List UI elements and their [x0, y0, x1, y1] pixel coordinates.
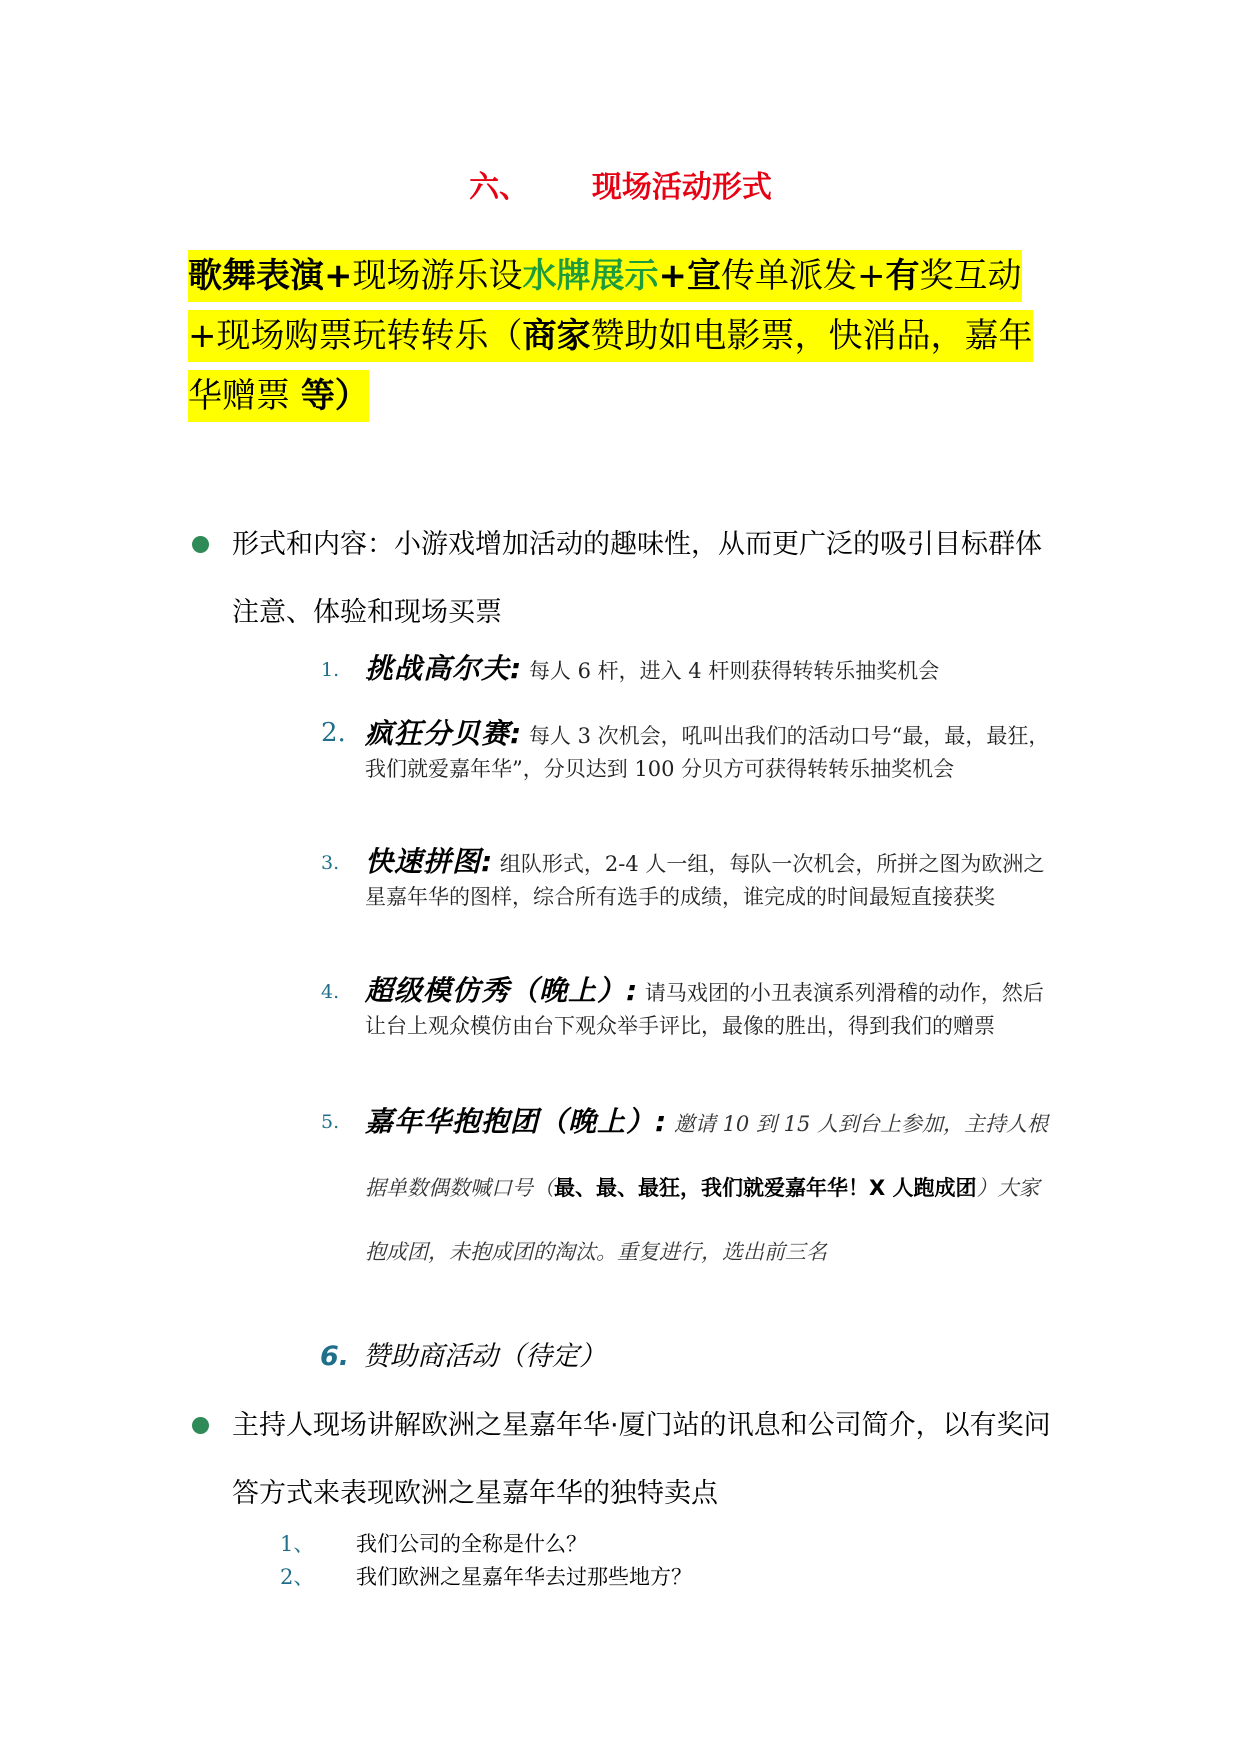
- item-number: 4.: [321, 981, 340, 1003]
- question-number: 1、: [280, 1532, 315, 1556]
- item-body: 请马戏团的小丑表演系列滑稽的动作，然后让台上观众模仿由台下观众举手评比，最像的胜出，得到我们的赠票: [365, 981, 1044, 1038]
- bullet-form-content-text: 形式和内容：小游戏增加活动的趣味性，从而更广泛的吸引目标群体注意、体验和现场买票: [232, 529, 1042, 628]
- activity-item-6: [320, 1334, 606, 1373]
- item-body-part-a: 邀请 10 到 15 人到台上参加，主持人根据单数偶数喊口号（: [365, 1112, 1049, 1200]
- item-number: 1.: [321, 659, 340, 681]
- item-title: 超级模仿秀（晚上）:: [365, 974, 639, 1007]
- activity-item-2: [321, 717, 1055, 786]
- summary-seg-1: 歌舞表演+: [188, 256, 353, 296]
- question-item-1: [280, 1528, 587, 1558]
- question-number: 2、: [280, 1565, 315, 1589]
- summary-seg-10: 等）: [300, 376, 369, 416]
- summary-seg-6: 有: [885, 256, 920, 296]
- question-text: 我们公司的全称是什么？: [356, 1532, 587, 1556]
- summary-seg-4: +宣: [658, 256, 721, 296]
- bullet-form-content: [232, 511, 1052, 647]
- item-number: 2.: [321, 718, 346, 748]
- bullet-host-intro-text: 主持人现场讲解欧洲之星嘉年华·厦门站的讯息和公司简介，以有奖问答方式来表现欧洲之星嘉年华的独特卖点: [232, 1410, 1051, 1509]
- question-text: 我们欧洲之星嘉年华去过那些地方？: [356, 1565, 692, 1589]
- summary-seg-5: 传单派发+: [721, 256, 886, 296]
- bullet-dot-icon: [192, 1417, 209, 1434]
- item-number: 6.: [320, 1341, 350, 1372]
- item-number: 5.: [321, 1111, 340, 1133]
- bullet-dot-icon: [192, 536, 209, 553]
- item-number: 3.: [321, 852, 340, 874]
- item-body: 每人 3 次机会，吼叫出我们的活动口号“最，最，最狂，我们就爱嘉年华”，分贝达到 100 分贝方可获得转转乐抽奖机会: [365, 724, 1050, 781]
- slogan-text: 最、最、最狂，我们就爱嘉年华！X 人跑成团: [554, 1176, 977, 1200]
- item-title: 赞助商活动（待定）: [363, 1341, 607, 1372]
- summary-seg-2: 现场游乐设: [352, 256, 523, 296]
- item-title: 嘉年华抱抱团（晚上）:: [365, 1105, 668, 1138]
- item-title: 快速拼图:: [365, 845, 494, 878]
- summary-seg-8: 商家: [522, 316, 591, 356]
- item-body-part-b: ）大家抱成团，未抱成团的淘汰。重复进行，选出前三名: [365, 1176, 1040, 1264]
- activity-item-1: [321, 652, 1055, 688]
- item-body: 组队形式，2-4 人一组，每队一次机会，所拼之图为欧洲之星嘉年华的图样，综合所有选手的成绩，谁完成的时间最短直接获奖: [365, 852, 1045, 909]
- activity-summary: [188, 246, 1054, 426]
- bullet-host-intro: [232, 1392, 1052, 1528]
- summary-seg-9: 赞助如电影票，快消品，嘉年华赠票: [188, 316, 1033, 416]
- summary-seg-3: 水牌展示: [522, 256, 659, 296]
- activity-item-3: [321, 845, 1055, 914]
- section-title: 六、 现场活动形式: [469, 170, 772, 205]
- item-title: 疯狂分贝赛:: [365, 717, 523, 750]
- question-item-2: [280, 1561, 692, 1591]
- activity-item-5: [321, 1090, 1055, 1284]
- summary-seg-7: 奖互动+现场购票玩转转乐（: [188, 256, 1022, 356]
- item-body: 每人 6 杆，进入 4 杆则获得转转乐抽奖机会: [528, 659, 940, 683]
- activity-item-4: [321, 974, 1055, 1043]
- item-title: 挑战高尔夫:: [365, 652, 523, 685]
